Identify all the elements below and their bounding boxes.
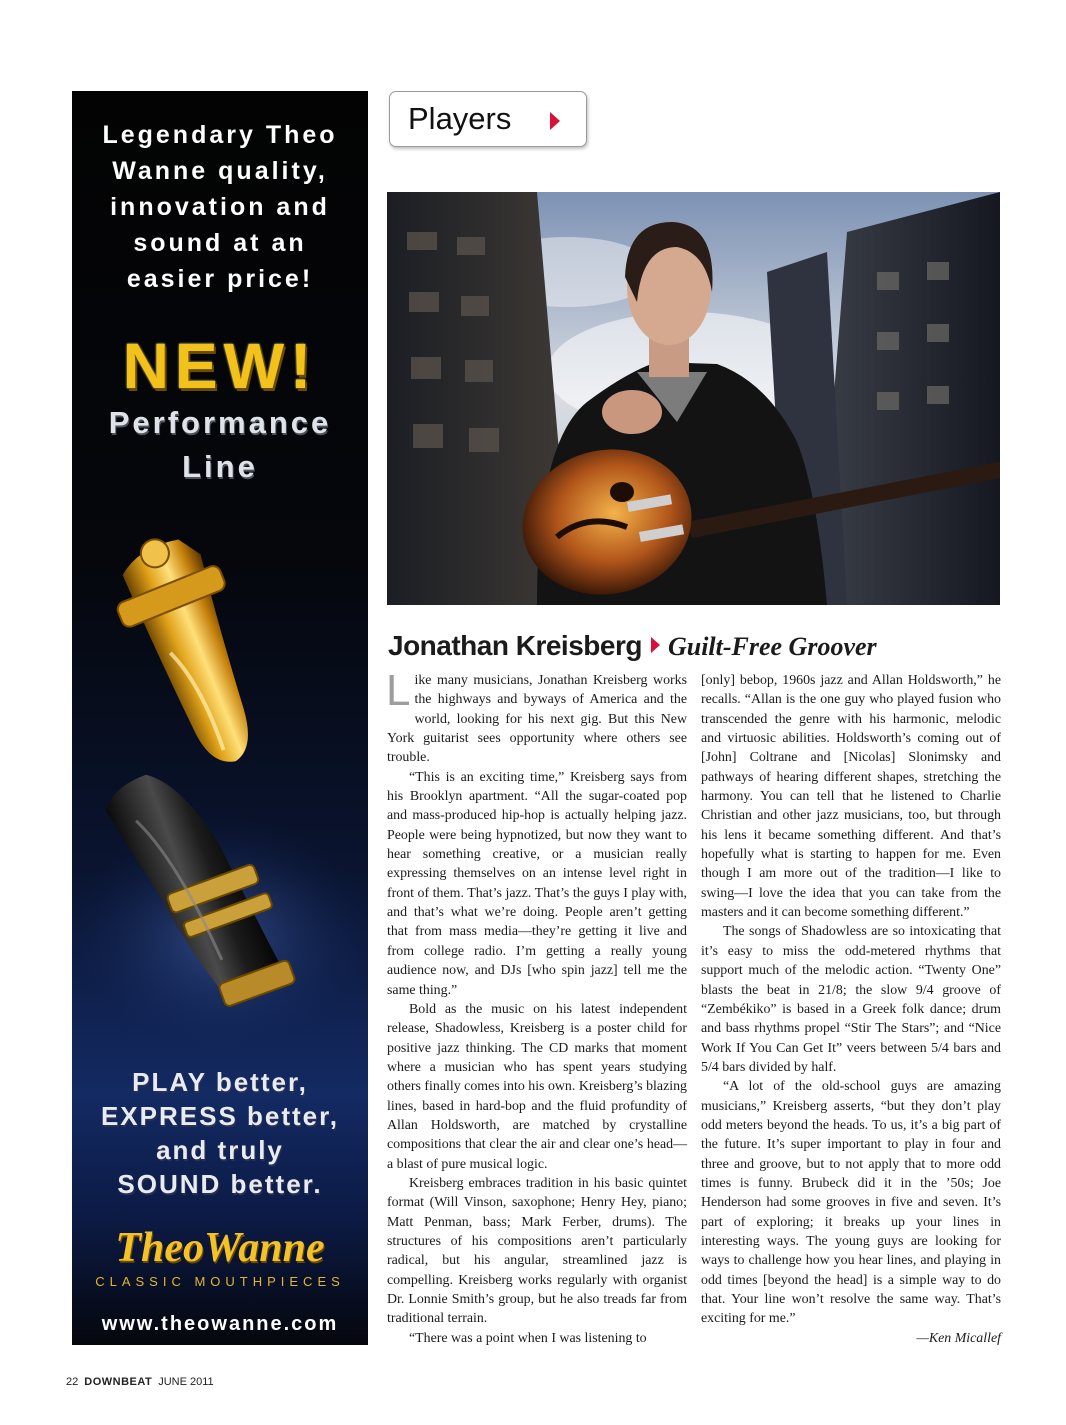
triangle-arrow-icon	[550, 112, 560, 130]
ad-tagline-line: PLAY better,	[132, 1067, 308, 1097]
ad-performance-line	[72, 401, 368, 489]
triangle-arrow-icon	[651, 637, 660, 653]
ad-performance-line-text: Performance	[108, 405, 332, 440]
article-paragraph: Bold as the music on his latest independent release, Shadowless, Kreisberg is a poster child for positive jazz thinking. The CD marks that moment where a musician who has spent years studying others finally comes into his own. Kreisberg’s blazing lines, based in hard-bop and the fluid profundity of Allan Holdsworth, are matched by crystalline compositions that clear the air and clear one’s head—a blast of pure musical logic.	[387, 1001, 687, 1172]
section-label: Players	[408, 101, 512, 136]
ad-tagline-line: SOUND better.	[117, 1169, 323, 1199]
ad-headline-line: Legendary Theo	[102, 121, 338, 149]
article-column-left	[386, 666, 687, 1348]
brand-name: TheoWanne	[115, 1225, 325, 1271]
article-paragraph: “There was a point when I was listening to	[409, 1330, 647, 1346]
gold-mouthpiece-icon	[98, 520, 289, 781]
article-paragraph: “This is an exciting time,” Kreisberg says from his Brooklyn apartment. “All the sugar-coated pop and mass-produced hip-hop is actually helping jazz. People were being hypnotized, but now they want to hear something creative, or a musician really expressing themselves on an intense level right in front of them. That’s jazz. That’s the guys I play with, and that’s what we’re doing. People aren’t getting that from mass media—they’re getting it live and from college radio. I’m getting a really young audience now, and DJs [who spin jazz] tell me the same thing.”	[387, 769, 687, 998]
issue-date: JUNE 2011	[158, 1376, 214, 1388]
theo-wanne-logo	[72, 1224, 368, 1272]
magazine-name: DOWNBEAT	[84, 1376, 153, 1388]
ad-headline-line: easier price!	[126, 265, 314, 293]
article-column-right	[701, 671, 1001, 1348]
article-title-name: Jonathan Kreisberg	[388, 630, 642, 661]
ad-tagline-line: and truly	[156, 1135, 284, 1165]
article-deck: Guilt-Free Groover	[667, 632, 877, 661]
article-headline	[388, 630, 1008, 662]
drop-cap: L	[386, 666, 411, 715]
ad-tagline-line: EXPRESS better,	[100, 1101, 340, 1131]
theo-wanne-advertisement	[72, 91, 368, 1345]
section-tab-players	[389, 91, 587, 147]
page-number: 22	[66, 1376, 79, 1388]
ad-headline-line: innovation and	[110, 193, 330, 221]
article-paragraph: Kreisberg embraces tradition in his basic quintet format (Will Vinson, saxophone; Henry Hey, piano; Matt Penman, bass; Mark Ferber, drums). The structures of his compositions aren’t particularly radical, but his angular, streamlined jazz is compelling. Kreisberg works regularly with organist Dr. Lonnie Smith’s group, but he also treads far from traditional terrain.	[387, 1175, 687, 1327]
article-paragraph: [only] bebop, 1960s jazz and Allan Holdsworth,” he recalls. “Allan is the one guy who played fusion who transcended the genre with his harmonic, melodic and virtuosic abilities. Holdsworth’s coming out of [John] Coltrane and [Nicolas] Slonimsky and pathways of hearing different shapes, stretching the harmony. You can tell that he listened to Charlie Christian and other jazz musicians, too, but through his lens it became something different. And that’s hopefully what is starting to happen for me. Even though I am more out of the tradition—I like to swing—I love the idea that you can take from the masters and it can become something different.”	[701, 673, 1001, 921]
article-paragraph: “A lot of the old-school guys are amazing musicians,” Kreisberg asserts, “but they don’t play odd meters beyond the heads. To us, it’s a big part of the future. It’s super important to play in four and three and groove, but to not apply that to more odd times is funny. Brubeck did it in the ’50s; Joe Henderson had some grooves in five and seven. It’s part of exploring; it breaks up your lines in interesting ways. The young guys are looking for ways to challenge how you hear lines, and playing in odd times [beyond the head] is a simple way to do that. Your line won’t resolve the same way. That’s exciting for me.”	[701, 1079, 1001, 1327]
article-byline: —Ken Micallef	[916, 1330, 1001, 1346]
brand-subtitle: CLASSIC MOUTHPIECES	[95, 1274, 345, 1289]
ad-headline	[72, 117, 368, 297]
paragraph-text: ike many musicians, Jonathan Kreisberg works the highways and byways of America and the world, looking for his next gig. But this New York guitarist sees opportunity where others see trouble.	[387, 673, 687, 766]
ad-performance-line-text: Line	[182, 449, 258, 484]
ad-headline-line: Wanne quality,	[112, 157, 328, 185]
page-folio	[66, 1376, 214, 1388]
ad-tagline	[72, 1065, 368, 1201]
article-paragraph: The songs of Shadowless are so intoxicating that it’s easy to miss the odd-metered rhythms that support much of the melodic action. “Twenty One” blasts the beat in 21/8; the slow 9/4 groove of “Zembékiko” is based in a Greek folk dance; drum and bass rhythms propel “Stir The Stars”; and “Nice Work If You Can Get It” veers between 5/4 bars and 5/4 bars divided by half.	[701, 924, 1001, 1075]
mouthpieces-illustration	[72, 516, 368, 1051]
ad-new-label: NEW!	[122, 330, 318, 402]
musician-photo	[387, 192, 1000, 605]
ad-url-link[interactable]: www.theowanne.com	[101, 1313, 339, 1335]
article-paragraph	[386, 666, 687, 768]
ad-headline-line: sound at an	[133, 229, 307, 257]
